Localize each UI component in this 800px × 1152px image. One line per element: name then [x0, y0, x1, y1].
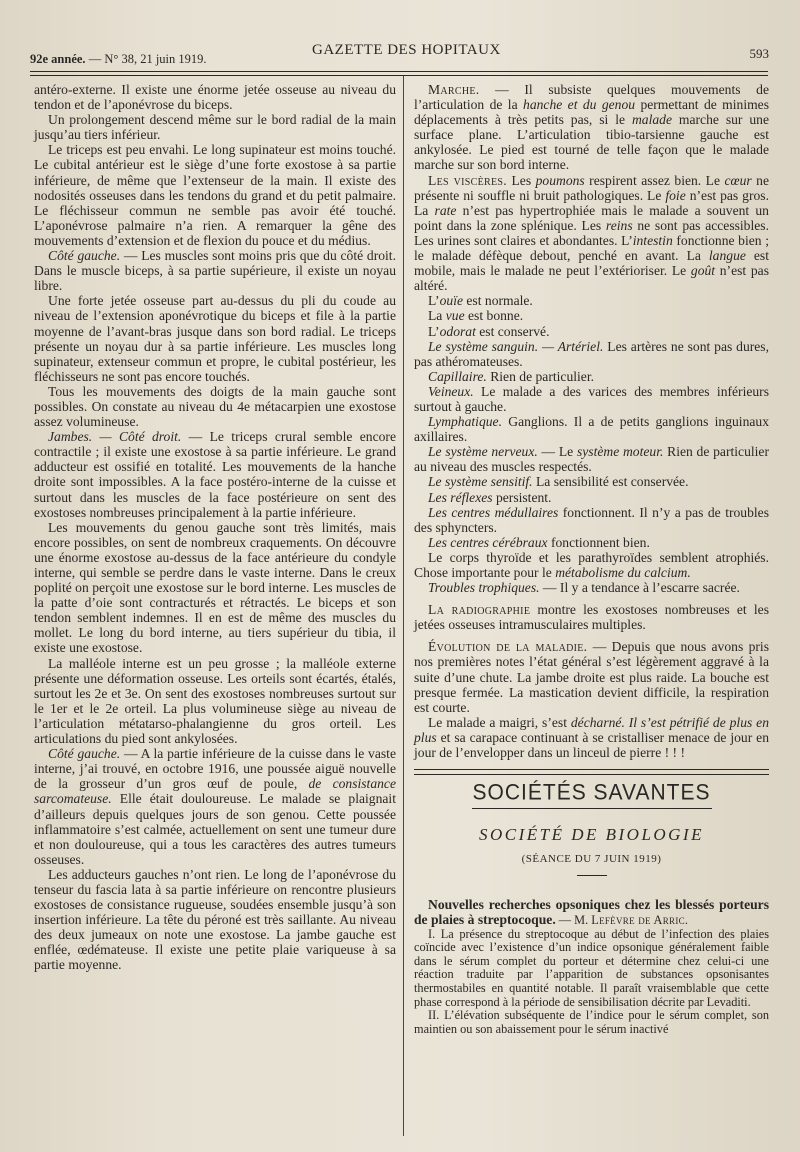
text-run: ouïe: [439, 293, 463, 309]
text-run: Les viscères.: [428, 172, 507, 188]
text-run: La: [428, 308, 446, 324]
text-run: Lefèvre de Arric.: [591, 913, 689, 927]
text-run: La sensibilité est conservée.: [532, 474, 689, 490]
text-run: foie: [665, 187, 686, 203]
short-rule: [577, 875, 607, 876]
paragraph: [414, 293, 769, 308]
paragraph: [34, 248, 396, 293]
text-run: ne sont pas accessibles. Les urines sont claires et abondantes. L’: [414, 217, 769, 248]
seance-date: (SÉANCE DU 7 JUIN 1919): [521, 853, 662, 866]
text-run: La malléole interne est un peu grosse ; la malléole externe présente une déformation osseuse. Les orteils sont écartés, étalés, surtout les 2e et 3e. On sent des exostoses nombreuses surtout sur le 1er et le 2e orteil. La plus volumineuse siège au niveau de l’articulation métatarso-phalangienne du gros orteil. Les articulations du pied sont ankylosées.: [34, 655, 396, 747]
text-run: Tous les mouvements des doigts de la main gauche sont possibles. On constate au niveau du 4e métacarpien une exostose assez volumineuse.: [34, 383, 396, 430]
text-run: Jambes. — Côté droit.: [48, 429, 182, 445]
text-run: cœur: [724, 172, 752, 188]
paragraph: [414, 602, 769, 632]
paragraph: [34, 520, 396, 656]
text-run: respirent assez bien. Le: [584, 172, 725, 188]
paragraph: [414, 505, 769, 535]
text-run: — Les muscles sont moins pris que du côté droit. Dans le muscle biceps, à sa partie supérieure, il existe un noyau libre.: [34, 248, 396, 294]
paragraph: [34, 384, 396, 429]
text-run: persistent.: [492, 489, 552, 505]
left-column: [34, 82, 396, 973]
text-run: métabolisme du calcium.: [555, 565, 691, 580]
text-run: Le système nerveux.: [428, 444, 538, 460]
paragraph: [34, 82, 396, 112]
text-run: permettant de minimes déplacements à très petits pas, si le: [414, 97, 769, 128]
paragraph: [414, 928, 769, 1010]
paragraph: [414, 1009, 769, 1036]
text-run: Nouvelles recherches opsoniques chez les blessés porteurs de plaies à streptocoque.: [414, 897, 769, 927]
paragraph: [34, 656, 396, 747]
paragraph: [414, 308, 769, 323]
text-run: n’est pas altéré.: [414, 263, 770, 294]
paragraph: [34, 142, 396, 248]
text-run: Troubles trophiques.: [428, 580, 540, 596]
text-run: et sa carapace continuant à se cristalliser menace de jour en jour de l’envelopper dans un linceul de pierre ! ! !: [414, 729, 769, 761]
text-run: Une forte jetée osseuse part au-dessus du pli du coude au niveau de l’extension aponévrotique du biceps et file à la partie moyenne de l’avant-bras jusque dans son bord radial. Le triceps présente un noyau dur à sa partie inférieure. Les muscles long supinateur, extenseur commun et propre, le cubital postérieur, les fléchisseurs ne sont pas encore touchés.: [34, 293, 396, 384]
biologie-report: [414, 898, 769, 1036]
text-run: II. L’élévation subséquente de l’indice pour le sérum complet, son maintien ou son abaissement pour le sérum inactivé: [414, 1008, 769, 1036]
text-run: — Le: [537, 444, 577, 460]
section-title: SOCIÉTÉS SAVANTES: [472, 780, 711, 805]
text-run: La radiographie: [428, 602, 531, 618]
paragraph: [34, 293, 396, 384]
header-double-rule: [30, 71, 768, 76]
paragraph: [414, 474, 769, 489]
text-run: Rien de particulier au niveau des muscles respectés.: [414, 444, 769, 475]
section-separator-rule: [414, 769, 769, 775]
paragraph: [34, 429, 396, 520]
paragraph: [34, 867, 396, 973]
text-run: vue: [445, 308, 465, 324]
paragraph: [414, 384, 769, 414]
paragraph: [414, 82, 769, 173]
text-run: — A la partie inférieure de la cuisse dans le vaste interne, j’ai trouvé, en octobre 1916, une poussée aiguë nouvelle de la grosseur d’un gros œuf de poule,: [34, 746, 396, 792]
text-run: montre les exostoses nombreuses et les jetées osseuses intramusculaires multiples.: [414, 602, 769, 633]
text-run: — Le triceps crural semble encore contractile ; il existe une exostose à sa partie inférieure. Le grand adducteur est ossifié en totalité. Les mouvements de la hanche droite sont impossibles. A la face postéro-interne de la cuisse et surtout dans les muscles de la face postérieure on sent des exostoses nombreuses principalement à la partie inférieure.: [34, 429, 396, 520]
column-divider: [403, 76, 404, 1136]
right-column: [414, 82, 769, 1036]
text-run: est bonne.: [464, 308, 524, 324]
paragraph: [414, 369, 769, 384]
text-run: fonctionnent. Il n’y a pas de troubles des sphyncters.: [414, 504, 769, 535]
section-title-rule: [472, 808, 712, 809]
paragraph: [414, 414, 769, 444]
text-run: Le système sanguin. — Artériel.: [428, 338, 604, 354]
text-run: L’: [428, 293, 440, 309]
text-run: Le corps thyroïde et les parathyroïdes semblent atrophiés. Chose importante pour le: [414, 549, 769, 580]
paragraph: [34, 746, 396, 867]
text-run: Les adducteurs gauches n’ont rien. Le long de l’aponévrose du tenseur du fascia lata à sa partie inférieure on rencontre plusieurs exostoses de consistance rugueuse, soudées ensemble jusqu’à son insertion inférieure. La tête du péroné est très saillante. Au niveau des deux jumeaux on note une exostose. La jambe gauche est enflée, œdémateuse. Il existe une petite plaie variqueuse à sa partie moyenne.: [34, 866, 396, 973]
text-run: système moteur.: [576, 444, 664, 460]
text-run: Les artères ne sont pas dures, pas athéromateuses.: [414, 338, 769, 369]
paragraph: [414, 490, 769, 505]
issue-info: [30, 52, 207, 67]
text-run: décharné. Il s’est pétrifié de plus en plus: [414, 714, 769, 745]
paragraph: [414, 535, 769, 550]
text-run: est normale.: [463, 293, 533, 309]
text-run: Évolution de la maladie.: [428, 639, 588, 655]
paragraph: [414, 898, 769, 927]
paragraph: [34, 112, 396, 142]
text-run: Capillaire.: [428, 368, 487, 384]
text-run: marche sur une surface plane. L’articulation tibio-tarsienne gauche est ankylosée. Le pied est tourné de telle façon que le malade marche sur son bord interne.: [414, 112, 769, 173]
paragraph: [414, 715, 769, 760]
text-run: Veineux.: [428, 383, 474, 399]
paragraph: [414, 580, 769, 595]
journal-title: GAZETTE DES HOPITAUX: [312, 42, 501, 58]
page-number: 593: [749, 46, 769, 61]
text-run: n’est pas hypertrophiée mais le malade a souvent un point dans la zone splénique. Les: [414, 202, 769, 233]
text-run: poumons: [535, 172, 585, 188]
text-run: Ganglions. Il a de petits ganglions inguinaux axillaires.: [414, 414, 769, 445]
text-run: fonctionne bien ; le malade défèque debout, penché en avant. La: [414, 232, 769, 264]
text-run: Rien de particulier.: [486, 368, 594, 384]
text-run: I. La présence du streptocoque au début de l’infection des plaies coïncide avec l’existence d’un indice opsonique généralement faible dans le sérum complet du porteur et détermine chez celui-ci une réaction traduite par l’apparition de substances opsonisantes thermostabiles en quantité notable. Il paraît vraisemblable que cette phase correspond à la période de sensibilisation décrite par Levaditi.: [414, 926, 769, 1009]
text-run: — Depuis que nous avons pris nos premières notes l’état général s’est légèrement aggravé à la suite d’une chute. La jambe droite est plus raide. La bouche est presque fermée. La mastication devient difficile, la respiration est courte.: [414, 639, 769, 715]
text-run: Les réflexes: [428, 489, 493, 505]
paragraph: [414, 339, 769, 369]
text-run: ne présente ni souffle ni bruit pathologiques. Le: [414, 172, 770, 203]
text-run: Côté gauche.: [48, 746, 121, 762]
text-run: Marche.: [428, 82, 480, 97]
paragraph: [414, 639, 769, 714]
text-run: antéro-externe. Il existe une énorme jetée osseuse au niveau du tendon et de l’aponévrose du biceps.: [34, 82, 396, 113]
text-run: Côté gauche.: [48, 248, 121, 264]
text-run: rate: [434, 202, 457, 218]
text-run: reins: [605, 217, 633, 233]
text-run: Un prolongement descend même sur le bord radial de la main jusqu’au tiers inférieur.: [34, 112, 396, 143]
text-run: — M.: [555, 913, 592, 927]
text-run: Les centres médullaires: [428, 504, 559, 520]
text-run: de consistance sarcomateuse.: [34, 776, 396, 807]
text-run: — Il y a tendance à l’escarre sacrée.: [539, 580, 740, 596]
issue-year: 92e année.: [30, 52, 86, 66]
society-heading: SOCIÉTÉ DE BIOLOGIE: [478, 825, 705, 845]
text-run: langue: [708, 248, 746, 264]
text-run: Elle était douloureuse. Le malade se plaignait d’ailleurs depuis quelques jours de son genou. Cette poussée inflammatoire s’est calmée, actuellement on sent une tumeur dure et non douloureuse, qui a tous les caractères des autres tumeurs osseuses.: [34, 791, 396, 867]
text-run: intestin: [632, 232, 673, 248]
text-run: Lymphatique.: [428, 414, 502, 430]
text-run: Le système sensitif.: [428, 474, 533, 490]
issue-number-date: — N° 38, 21 juin 1919.: [85, 52, 207, 66]
text-run: Les mouvements du genou gauche sont très limités, mais encore possibles, on sent de nombreux craquements. On découvre une énorme exostose au-dessus de la face antérieure du condyle interne, qui semble se perdre dans le vaste interne. Dans le creux poplité on perçoit une exostose sur le bord interne. Les muscles de la patte d’oie sont contracturés et rétractés. Le biceps et son tendon semblent indemnes. Il en est de même des muscles du mollet. Le long du bord interne, au tiers supérieur du tibia, il existe une exostose.: [34, 519, 396, 656]
text-run: est conservé.: [475, 323, 550, 339]
paragraph: [414, 550, 769, 580]
text-run: L’: [428, 323, 440, 339]
text-run: hanche et du genou: [523, 97, 636, 113]
paragraph: [414, 324, 769, 339]
text-run: fonctionnent bien.: [547, 534, 650, 550]
text-run: malade: [631, 112, 672, 128]
text-run: goût: [690, 263, 716, 279]
text-run: Le malade a des varices des membres inférieurs surtout à gauche.: [414, 383, 769, 414]
page-header: [30, 40, 775, 70]
text-run: n’est pas gros. La: [414, 187, 769, 218]
text-run: — Il subsiste quelques mouvements de l’articulation de la: [414, 82, 769, 113]
text-run: Le triceps est peu envahi. Le long supinateur est moins touché. Le cubital antérieur est le siège d’une forte exostose à sa partie inférieure, de même que l’extenseur de la main. Il existe des nodosités osseuses dans les tendons du grand et du petit palmaire. Le fléchisseur commun ne semble pas avoir été touché. L’aponévrose palmaire n’a rien. A remarquer la gêne des mouvements d’extension et de flexion du pouce et du médius.: [34, 142, 396, 248]
paragraph: [414, 444, 769, 474]
text-run: est mobile, mais le malade ne peut l’extérioriser. Le: [414, 248, 769, 279]
paragraph: [414, 173, 769, 294]
text-run: Les: [507, 172, 536, 188]
text-run: odorat: [439, 323, 476, 339]
text-run: Le malade a maigri, s’est: [428, 714, 571, 730]
text-run: Les centres cérébraux: [428, 534, 548, 550]
case-report-continued: [414, 82, 769, 760]
